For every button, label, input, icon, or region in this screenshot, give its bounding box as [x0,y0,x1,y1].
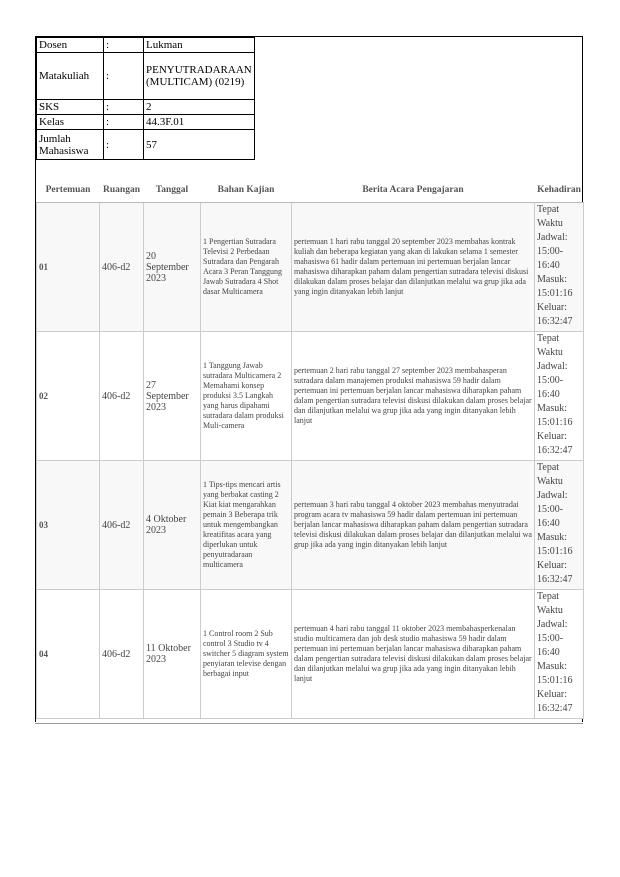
info-label: SKS [37,100,104,115]
table-row [37,461,584,590]
cell-tanggal: 11 Oktober 2023 [144,590,201,719]
cell-bahan: 1 Pengertian Sutradara Televisi 2 Perbedaan Sutradara dan Pengarah Acara 3 Peran Tanggung Jawab Sutradara 4 Shot dasar Multicamera [201,203,292,332]
cell-bahan: 1 Tips-tips mencari artis yang berbakat casting 2 Kiat kiat mengarahkan pemain 3 Beberapa trik untuk mengembangkan kreatifitas acara yang diperlukan untuk penyutradaraan multicamera [201,461,292,590]
info-label: Kelas [37,115,104,130]
table-row [37,590,584,719]
info-value: 2 [144,100,255,115]
cell-pertemuan: 02 [37,332,100,461]
cell-berita: pertemuan 2 hari rabu tanggal 27 september 2023 membahasperan sutradara dalam manajemen produksi mahasiswa 59 hadir dalam pertemuan ini pertemuan berjalan lancar mahasiswa diharapkan paham dalam pengertian sutradara televisi diskusi dilakukan dalam proses belajar dan dilanjutkan melalui wa grup jika ada yang ingin ditanyakan lebih lanjut [292,332,535,461]
table-header-row [37,178,584,203]
cell-tanggal: 20 September 2023 [144,203,201,332]
info-row-dosen [37,38,255,53]
header-berita: Berita Acara Pengajaran [292,178,535,203]
header-pertemuan: Pertemuan [37,178,100,203]
cell-ruangan: 406-d2 [100,461,144,590]
cell-bahan: 1 Control room 2 Sub control 3 Studio tv 4 switcher 5 diagram system penyiaran televise dengan berbagai input [201,590,292,719]
header-tanggal: Tanggal [144,178,201,203]
cell-tanggal: 27 September 2023 [144,332,201,461]
info-sep: : [104,100,144,115]
cell-kehadiran: Tepat Waktu Jadwal: 15:00-16:40 Masuk: 15:01:16 Keluar: 16:32:47 [535,590,584,719]
cell-pertemuan: 03 [37,461,100,590]
info-label: Jumlah Mahasiswa [37,130,104,160]
info-value: 44.3F.01 [144,115,255,130]
header-kehadiran: Kehadiran [535,178,584,203]
cell-tanggal: 4 Oktober 2023 [144,461,201,590]
cell-berita: pertemuan 3 hari rabu tanggal 4 oktober 2023 membahas menyutradai program acara tv mahasiswa 59 hadir dalam pertemuan ini pertemuan berjalan lancar mahasiswa diharapkan paham dalam pengertian sutradara televisi diskusi dilakukan dalam proses belajar dan dilanjutkan melalui wa grup jika ada yang ingin ditanyakan lebih lanjut [292,461,535,590]
info-row-jumlah [37,130,255,160]
cell-ruangan: 406-d2 [100,590,144,719]
info-row-kelas [37,115,255,130]
header-bahan: Bahan Kajian [201,178,292,203]
info-row-matakuliah [37,53,255,100]
cell-bahan: 1 Tanggung Jawab sutradara Multicamera 2 Memahami konsep produksi 3.5 Langkah yang harus dipahami sutradara dalam produksi Muli-camera [201,332,292,461]
cell-kehadiran: Tepat Waktu Jadwal: 15:00-16:40 Masuk: 15:01:16 Keluar: 16:32:47 [535,332,584,461]
cell-pertemuan: 01 [37,203,100,332]
info-sep: : [104,53,144,100]
page-frame-bottom [35,720,583,724]
cell-ruangan: 406-d2 [100,203,144,332]
header-ruangan: Ruangan [100,178,144,203]
info-sep: : [104,130,144,160]
table-row [37,203,584,332]
cell-kehadiran: Tepat Waktu Jadwal: 15:00-16:40 Masuk: 15:01:16 Keluar: 16:32:47 [535,461,584,590]
info-sep: : [104,38,144,53]
cell-berita: pertemuan 1 hari rabu tanggal 20 september 2023 membahas kontrak kuliah dan beberapa kegiatan yang akan di lakukan selama 1 semester mahasiswa 61 hadir dalam pertemuan ini pertemuan berjalan lancar mahasiswa diharapkan paham dalam pengertian sutradara televisi diskusi dilakukan dalam proses belajar dan dilanjutkan melalui wa grup jika ada yang ingin ditanyakan lebih lanjut [292,203,535,332]
info-sep: : [104,115,144,130]
table-row [37,332,584,461]
cell-pertemuan: 04 [37,590,100,719]
info-label: Dosen [37,38,104,53]
info-value: Lukman [144,38,255,53]
info-value: PENYUTRADARAAN (MULTICAM) (0219) [144,53,255,100]
cell-berita: pertemuan 4 hari rabu tanggal 11 oktober 2023 membahasperkenalan studio multicamera dan job desk studio mahasiswa 59 hadir dalam pertemuan ini pertemuan berjalan lancar mahasiswa diharapkan paham dalam pengertian sutradara televisi diskusi dilakukan dalam proses belajar dan dilanjutkan melalui wa grup jika ada yang ingin ditanyakan lebih lanjut [292,590,535,719]
info-row-sks [37,100,255,115]
info-label: Matakuliah [37,53,104,100]
meeting-table [36,178,584,719]
course-info-table [36,37,255,160]
info-value: 57 [144,130,255,160]
cell-ruangan: 406-d2 [100,332,144,461]
cell-kehadiran: Tepat Waktu Jadwal: 15:00-16:40 Masuk: 15:01:16 Keluar: 16:32:47 [535,203,584,332]
